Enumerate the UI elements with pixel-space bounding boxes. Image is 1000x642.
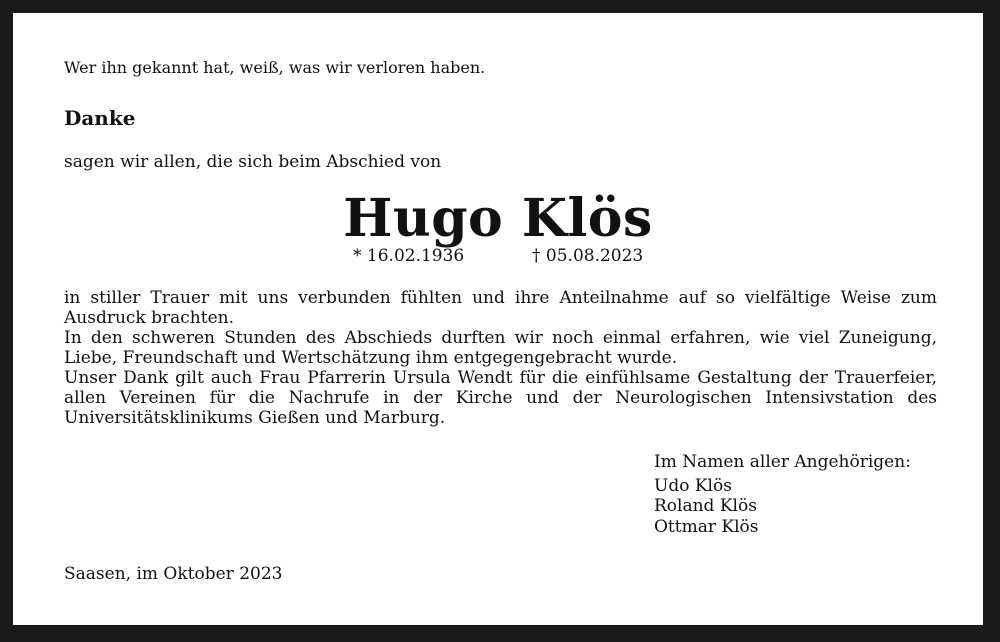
death-date: † 05.08.2023 [532,246,644,266]
motto: Wer ihn gekannt hat, weiß, was wir verloren haben. [64,58,486,77]
deceased-name: Hugo Klös [343,188,653,249]
signatory: Ottmar Klös [654,516,759,537]
signatory: Udo Klös [654,475,732,496]
paragraph: in stiller Trauer mit uns verbunden fühlten und ihre Anteilnahme auf so vielfältige Weise zum Ausdruck brachten. [64,288,937,328]
obituary-card [13,13,983,625]
paragraph: Unser Dank gilt auch Frau Pfarrerin Ursula Wendt für die einfühlsame Gestaltung der Trauerfeier, allen Vereinen für die Nachrufe in der Kirche und der Neurologischen Intensivstation des Universitätsklinikums Gießen und Marburg. [64,368,937,428]
signatory: Roland Klös [654,496,757,516]
paragraph: In den schweren Stunden des Abschieds durften wir noch einmal erfahren, wie viel Zuneigung, Liebe, Freundschaft und Wertschätzung ihm entgegengebracht wurde. [64,328,937,368]
signature-block [654,452,911,537]
place-date: Saasen, im Oktober 2023 [64,564,283,584]
signature-intro: Im Namen aller Angehörigen: [654,452,911,472]
birth-date: * 16.02.1936 [353,246,465,266]
heading: Danke [64,106,136,130]
intro-text: sagen wir allen, die sich beim Abschied von [64,152,442,172]
message-body [64,288,937,428]
